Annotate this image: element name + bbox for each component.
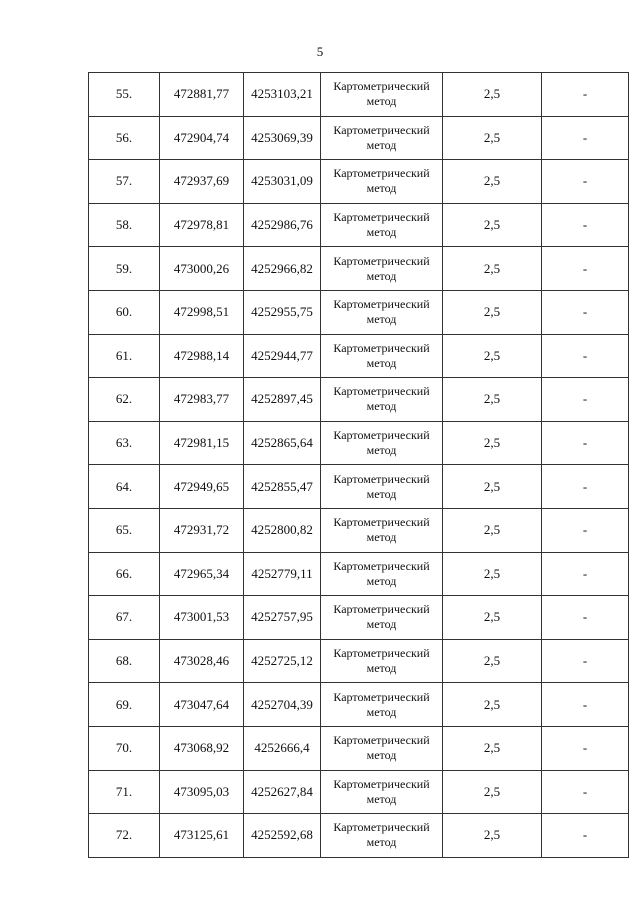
note-cell: - — [542, 247, 629, 291]
method-cell: Картометрический метод — [321, 552, 443, 596]
table-row — [89, 726, 629, 770]
point-number-cell: 68. — [89, 639, 160, 683]
accuracy-cell: 2,5 — [443, 465, 542, 509]
note-cell: - — [542, 116, 629, 160]
table-row — [89, 73, 629, 117]
table-row — [89, 465, 629, 509]
table-row — [89, 508, 629, 552]
point-number-cell: 64. — [89, 465, 160, 509]
method-cell: Картометрический метод — [321, 465, 443, 509]
y-coordinate-cell: 4252757,95 — [244, 596, 321, 640]
method-cell: Картометрический метод — [321, 814, 443, 858]
accuracy-cell: 2,5 — [443, 160, 542, 204]
accuracy-cell: 2,5 — [443, 421, 542, 465]
table-row — [89, 334, 629, 378]
table-row — [89, 552, 629, 596]
point-number-cell: 71. — [89, 770, 160, 814]
note-cell: - — [542, 814, 629, 858]
note-cell: - — [542, 334, 629, 378]
method-cell: Картометрический метод — [321, 160, 443, 204]
x-coordinate-cell: 473028,46 — [160, 639, 244, 683]
accuracy-cell: 2,5 — [443, 552, 542, 596]
note-cell: - — [542, 465, 629, 509]
x-coordinate-cell: 472988,14 — [160, 334, 244, 378]
x-coordinate-cell: 472881,77 — [160, 73, 244, 117]
table-row — [89, 378, 629, 422]
note-cell: - — [542, 421, 629, 465]
x-coordinate-cell: 472949,65 — [160, 465, 244, 509]
method-cell: Картометрический метод — [321, 683, 443, 727]
y-coordinate-cell: 4252986,76 — [244, 203, 321, 247]
note-cell: - — [542, 552, 629, 596]
note-cell: - — [542, 726, 629, 770]
y-coordinate-cell: 4252955,75 — [244, 290, 321, 334]
method-cell: Картометрический метод — [321, 421, 443, 465]
point-number-cell: 65. — [89, 508, 160, 552]
method-cell: Картометрический метод — [321, 639, 443, 683]
x-coordinate-cell: 473095,03 — [160, 770, 244, 814]
accuracy-cell: 2,5 — [443, 683, 542, 727]
note-cell: - — [542, 596, 629, 640]
y-coordinate-cell: 4252944,77 — [244, 334, 321, 378]
table-row — [89, 421, 629, 465]
y-coordinate-cell: 4252865,64 — [244, 421, 321, 465]
point-number-cell: 69. — [89, 683, 160, 727]
method-cell: Картометрический метод — [321, 116, 443, 160]
y-coordinate-cell: 4252779,11 — [244, 552, 321, 596]
table-row — [89, 247, 629, 291]
y-coordinate-cell: 4252725,12 — [244, 639, 321, 683]
x-coordinate-cell: 472965,34 — [160, 552, 244, 596]
x-coordinate-cell: 473125,61 — [160, 814, 244, 858]
x-coordinate-cell: 472978,81 — [160, 203, 244, 247]
table-row — [89, 116, 629, 160]
point-number-cell: 62. — [89, 378, 160, 422]
y-coordinate-cell: 4252704,39 — [244, 683, 321, 727]
y-coordinate-cell: 4252800,82 — [244, 508, 321, 552]
y-coordinate-cell: 4253069,39 — [244, 116, 321, 160]
note-cell: - — [542, 290, 629, 334]
note-cell: - — [542, 770, 629, 814]
point-number-cell: 56. — [89, 116, 160, 160]
note-cell: - — [542, 160, 629, 204]
point-number-cell: 58. — [89, 203, 160, 247]
y-coordinate-cell: 4252627,84 — [244, 770, 321, 814]
note-cell: - — [542, 508, 629, 552]
note-cell: - — [542, 378, 629, 422]
point-number-cell: 63. — [89, 421, 160, 465]
accuracy-cell: 2,5 — [443, 378, 542, 422]
y-coordinate-cell: 4252966,82 — [244, 247, 321, 291]
page-number: 5 — [316, 44, 324, 59]
accuracy-cell: 2,5 — [443, 814, 542, 858]
y-coordinate-cell: 4252592,68 — [244, 814, 321, 858]
y-coordinate-cell: 4252855,47 — [244, 465, 321, 509]
point-number-cell: 55. — [89, 73, 160, 117]
x-coordinate-cell: 473000,26 — [160, 247, 244, 291]
table-row — [89, 683, 629, 727]
method-cell: Картометрический метод — [321, 378, 443, 422]
y-coordinate-cell: 4252897,45 — [244, 378, 321, 422]
accuracy-cell: 2,5 — [443, 508, 542, 552]
note-cell: - — [542, 73, 629, 117]
accuracy-cell: 2,5 — [443, 247, 542, 291]
table-row — [89, 203, 629, 247]
method-cell: Картометрический метод — [321, 73, 443, 117]
y-coordinate-cell: 4253031,09 — [244, 160, 321, 204]
accuracy-cell: 2,5 — [443, 639, 542, 683]
point-number-cell: 60. — [89, 290, 160, 334]
note-cell: - — [542, 203, 629, 247]
table-row — [89, 814, 629, 858]
x-coordinate-cell: 472983,77 — [160, 378, 244, 422]
accuracy-cell: 2,5 — [443, 290, 542, 334]
point-number-cell: 67. — [89, 596, 160, 640]
method-cell: Картометрический метод — [321, 596, 443, 640]
method-cell: Картометрический метод — [321, 508, 443, 552]
x-coordinate-cell: 472998,51 — [160, 290, 244, 334]
y-coordinate-cell: 4252666,4 — [244, 726, 321, 770]
method-cell: Картометрический метод — [321, 290, 443, 334]
y-coordinate-cell: 4253103,21 — [244, 73, 321, 117]
table-row — [89, 639, 629, 683]
coordinates-table — [88, 72, 629, 858]
method-cell: Картометрический метод — [321, 247, 443, 291]
table-row — [89, 596, 629, 640]
point-number-cell: 61. — [89, 334, 160, 378]
x-coordinate-cell: 473047,64 — [160, 683, 244, 727]
accuracy-cell: 2,5 — [443, 203, 542, 247]
note-cell: - — [542, 639, 629, 683]
accuracy-cell: 2,5 — [443, 334, 542, 378]
point-number-cell: 59. — [89, 247, 160, 291]
method-cell: Картометрический метод — [321, 770, 443, 814]
table-row — [89, 160, 629, 204]
method-cell: Картометрический метод — [321, 334, 443, 378]
table-row — [89, 290, 629, 334]
method-cell: Картометрический метод — [321, 726, 443, 770]
method-cell: Картометрический метод — [321, 203, 443, 247]
accuracy-cell: 2,5 — [443, 770, 542, 814]
x-coordinate-cell: 472981,15 — [160, 421, 244, 465]
x-coordinate-cell: 472904,74 — [160, 116, 244, 160]
coordinates-table-body — [89, 73, 629, 858]
accuracy-cell: 2,5 — [443, 596, 542, 640]
point-number-cell: 57. — [89, 160, 160, 204]
x-coordinate-cell: 472931,72 — [160, 508, 244, 552]
note-cell: - — [542, 683, 629, 727]
x-coordinate-cell: 472937,69 — [160, 160, 244, 204]
point-number-cell: 72. — [89, 814, 160, 858]
accuracy-cell: 2,5 — [443, 73, 542, 117]
x-coordinate-cell: 473068,92 — [160, 726, 244, 770]
x-coordinate-cell: 473001,53 — [160, 596, 244, 640]
table-row — [89, 770, 629, 814]
point-number-cell: 66. — [89, 552, 160, 596]
accuracy-cell: 2,5 — [443, 726, 542, 770]
point-number-cell: 70. — [89, 726, 160, 770]
accuracy-cell: 2,5 — [443, 116, 542, 160]
